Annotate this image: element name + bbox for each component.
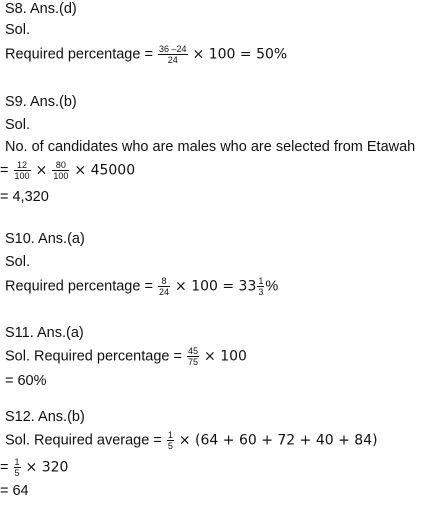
s11-heading: S11. Ans.(a) (5, 325, 84, 341)
s10-eq-prefix: Required percentage = (5, 278, 153, 295)
s12-line-2 (0, 457, 68, 478)
s8-equation (5, 44, 287, 65)
s11-result: = 60% (5, 373, 47, 389)
s11-eq-prefix: Sol. Required percentage = (5, 348, 182, 365)
s12-l2-numerator: 1 (14, 457, 20, 467)
s8-heading: S8. Ans.(d) (5, 1, 77, 17)
s11-fraction (187, 346, 199, 367)
s9-eq-suffix: × 45000 (74, 162, 136, 179)
s11-fraction-numerator: 45 (187, 346, 198, 356)
s8-fraction-numerator: 36 –24 (158, 44, 187, 54)
s8-sol-label: Sol. (5, 22, 30, 38)
s9-fraction-1-denominator: 100 (14, 171, 30, 181)
s9-fraction-1 (14, 160, 31, 181)
s8-fraction (158, 44, 188, 65)
s12-eq-prefix: Sol. Required average = (5, 432, 162, 449)
s8-eq-prefix: Required percentage = (5, 46, 153, 63)
s12-heading: S12. Ans.(b) (5, 409, 85, 425)
s10-mixed-denominator: 3 (258, 287, 264, 297)
s9-equation (0, 160, 135, 181)
s11-fraction-denominator: 75 (187, 357, 198, 367)
s10-heading: S10. Ans.(a) (5, 231, 85, 247)
s9-fraction-2-numerator: 80 (52, 160, 69, 171)
s10-sol-label: Sol. (5, 254, 30, 270)
s8-fraction-denominator: 24 (167, 55, 178, 65)
s9-heading: S9. Ans.(b) (5, 94, 77, 110)
s8-eq-suffix: × 100 = 50% (192, 46, 288, 63)
s12-result: = 64 (0, 483, 29, 499)
s10-eq-middle: × 100 = 33 (175, 278, 257, 295)
s12-l2-denominator: 5 (14, 468, 20, 478)
s12-equation (5, 430, 378, 451)
s10-mixed-numerator: 1 (258, 276, 264, 286)
s9-times: × (35, 162, 48, 179)
s9-fraction-2-denominator: 100 (53, 171, 69, 181)
s11-equation (5, 346, 247, 367)
s10-fraction (158, 276, 170, 297)
s11-eq-suffix: × 100 (204, 348, 247, 365)
s12-fraction-denominator: 5 (167, 441, 173, 451)
s9-description: No. of candidates who are males who are selected from Etawah (5, 139, 416, 155)
s12-fraction-numerator: 1 (167, 430, 173, 440)
s10-eq-suffix: % (265, 278, 279, 295)
s12-l2-fraction (14, 457, 21, 478)
s9-eq-prefix: = (0, 162, 9, 179)
s10-fraction-numerator: 8 (158, 276, 170, 287)
s10-fraction-denominator: 24 (158, 287, 169, 297)
s12-l2-suffix: × 320 (25, 459, 69, 476)
s10-mixed-fraction (257, 276, 264, 297)
s9-sol-label: Sol. (5, 117, 30, 133)
s10-equation (5, 276, 278, 297)
s12-l2-prefix: = (0, 459, 9, 476)
s9-result: = 4,320 (0, 189, 49, 205)
s12-fraction (167, 430, 174, 451)
s12-eq-suffix: × (64 + 60 + 72 + 40 + 84) (178, 432, 378, 449)
s9-fraction-1-numerator: 12 (14, 160, 31, 171)
s9-fraction-2 (52, 160, 69, 181)
